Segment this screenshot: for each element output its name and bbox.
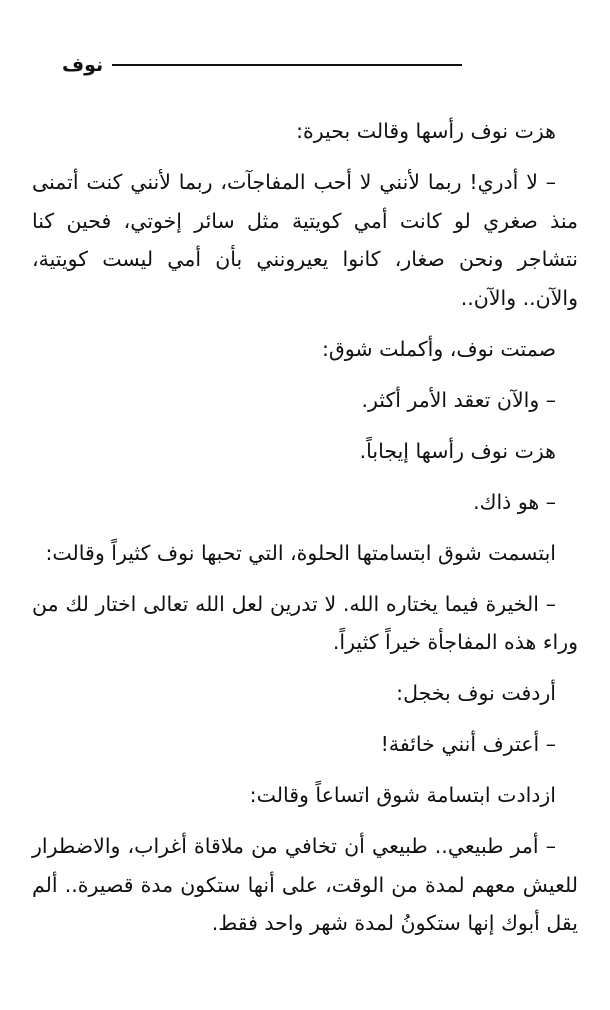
narration-paragraph: صمتت نوف، وأكملت شوق: [322,336,556,361]
header-rule [112,64,462,66]
dialogue-paragraph: – الخيرة فيما يختاره الله. لا تدرين لعل الله تعالى اختار لك من وراء هذه المفاجأة خيراً كثيراً. [32,591,578,654]
narration-paragraph: هزت نوف رأسها وقالت بحيرة: [296,119,556,143]
body-text [32,112,578,955]
dialogue-paragraph: – هو ذاك. [473,489,556,514]
narration-paragraph: هزت نوف رأسها إيجاباً. [359,438,556,463]
dialogue-paragraph: – والآن تعقد الأمر أكثر. [361,387,556,412]
running-header [62,52,462,78]
running-title: نوف [62,54,104,76]
dialogue-paragraph: – لا أدري! ربما لأنني لا أحب المفاجآت، ربما لأنني كنت أتمنى منذ صغري لو كانت أمي كويتية مثل سائر إخوتي، فحين كنا نتشاجر ونحن صغار، كانوا يعيرونني بأن أمي ليست كويتية، والآن.. والآن.. [32,170,578,310]
narration-paragraph: أردفت نوف بخجل: [396,681,556,705]
narration-paragraph: ازدادت ابتسامة شوق اتساعاً وقالت: [249,783,556,807]
narration-paragraph: ابتسمت شوق ابتسامتها الحلوة، التي تحبها نوف كثيراً وقالت: [45,540,556,565]
dialogue-paragraph: – أعترف أنني خائفة! [380,732,556,756]
dialogue-paragraph: – أمر طبيعي.. طبيعي أن تخافي من ملاقاة أغراب، والاضطرار للعيش معهم لمدة من الوقت، على أنها ستكون مدة قصيرة.. ألم يقل أبوك إنها ستكونُ لمدة شهر واحد فقط. [32,834,578,935]
